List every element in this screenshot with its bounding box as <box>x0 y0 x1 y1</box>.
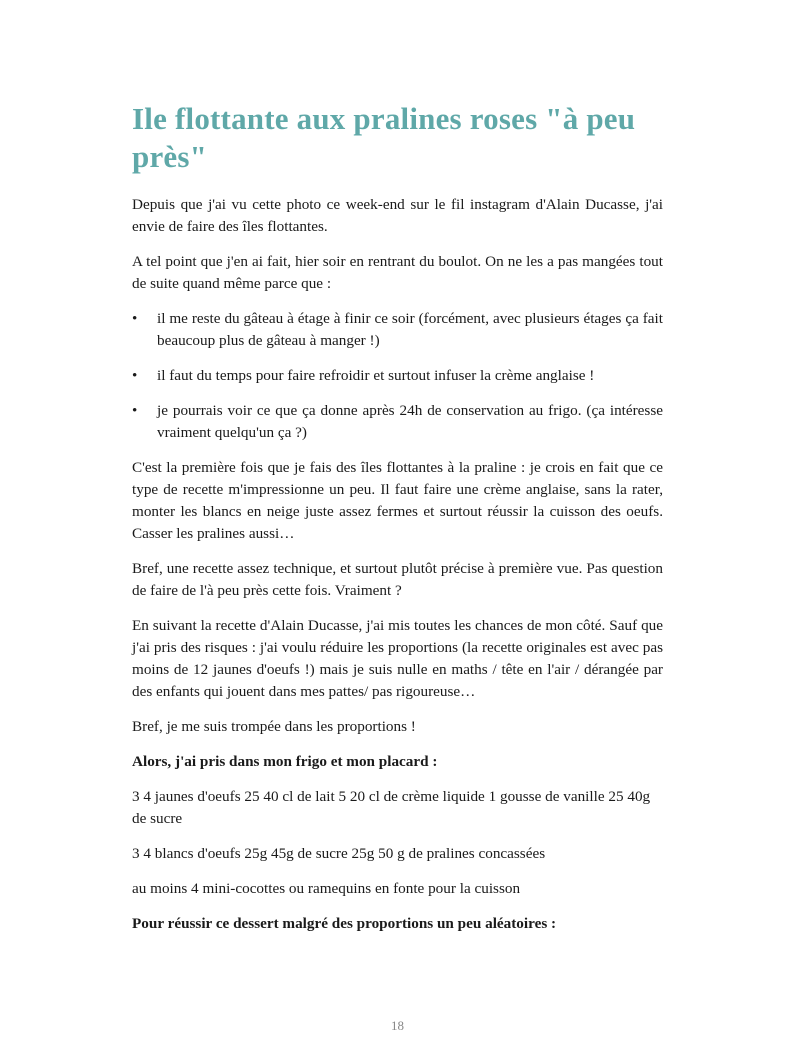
paragraph-mistake: Bref, je me suis trompée dans les proportions ! <box>132 718 416 735</box>
method-heading: Pour réussir ce dessert malgré des proportions un peu aléatoires : <box>132 915 557 932</box>
paragraph-reason: A tel point que j'en ai fait, hier soir en rentrant du boulot. On ne les a pas mangées tout de suite quand même parce que : <box>132 253 663 292</box>
ingredients-heading: Alors, j'ai pris dans mon frigo et mon placard : <box>132 753 438 770</box>
bullet-marker: • <box>132 367 138 384</box>
list-item <box>132 365 663 387</box>
document-page <box>132 100 663 948</box>
ingredients-line-2: 3 4 blancs d'oeufs 25g 45g de sucre 25g 50 g de pralines concassées <box>132 845 546 862</box>
ingredients-line-3: au moins 4 mini-cocottes ou ramequins en fonte pour la cuisson <box>132 880 521 897</box>
bullet-marker: • <box>132 310 138 327</box>
list-item <box>132 400 663 444</box>
paragraph-technique: Bref, une recette assez technique, et surtout plutôt précise à première vue. Pas question de faire de l'à peu près cette fois. Vraiment ? <box>132 560 663 599</box>
list-item-text: il me reste du gâteau à étage à finir ce soir (forcément, avec plusieurs étages ça fait beaucoup plus de gâteau à manger !) <box>157 310 663 349</box>
bullet-marker: • <box>132 402 138 419</box>
paragraph-first-time: C'est la première fois que je fais des îles flottantes à la praline : je crois en fait que ce type de recette m'impressionne un peu. Il faut faire une crème anglaise, sans la rater, monter les blancs en neige juste assez fermes et surtout réussir la cuisson des oeufs. Casser les pralines aussi… <box>132 459 663 542</box>
page-title: Ile flottante aux pralines roses "à peu près" <box>132 101 636 174</box>
paragraph-risks: En suivant la recette d'Alain Ducasse, j'ai mis toutes les chances de mon côté. Sauf que j'ai pris des risques : j'ai voulu réduire les proportions (la recette originales est avec pas moins de 12 jaunes d'oeufs !) mais je suis nulle en maths / tête en l'air / dérangée par des enfants qui jouent dans mes pattes/ pas rigoureuse… <box>132 617 663 700</box>
paragraph-intro: Depuis que j'ai vu cette photo ce week-end sur le fil instagram d'Alain Ducasse, j'ai envie de faire des îles flottantes. <box>132 196 663 235</box>
list-item-text: je pourrais voir ce que ça donne après 24h de conservation au frigo. (ça intéresse vraiment quelqu'un ça ?) <box>157 402 663 441</box>
page-number: 18 <box>391 1018 404 1033</box>
bullet-list <box>132 308 663 444</box>
list-item-text: il faut du temps pour faire refroidir et surtout infuser la crème anglaise ! <box>157 367 595 384</box>
list-item <box>132 308 663 352</box>
ingredients-line-1: 3 4 jaunes d'oeufs 25 40 cl de lait 5 20 cl de crème liquide 1 gousse de vanille 25 40g de sucre <box>132 788 651 827</box>
